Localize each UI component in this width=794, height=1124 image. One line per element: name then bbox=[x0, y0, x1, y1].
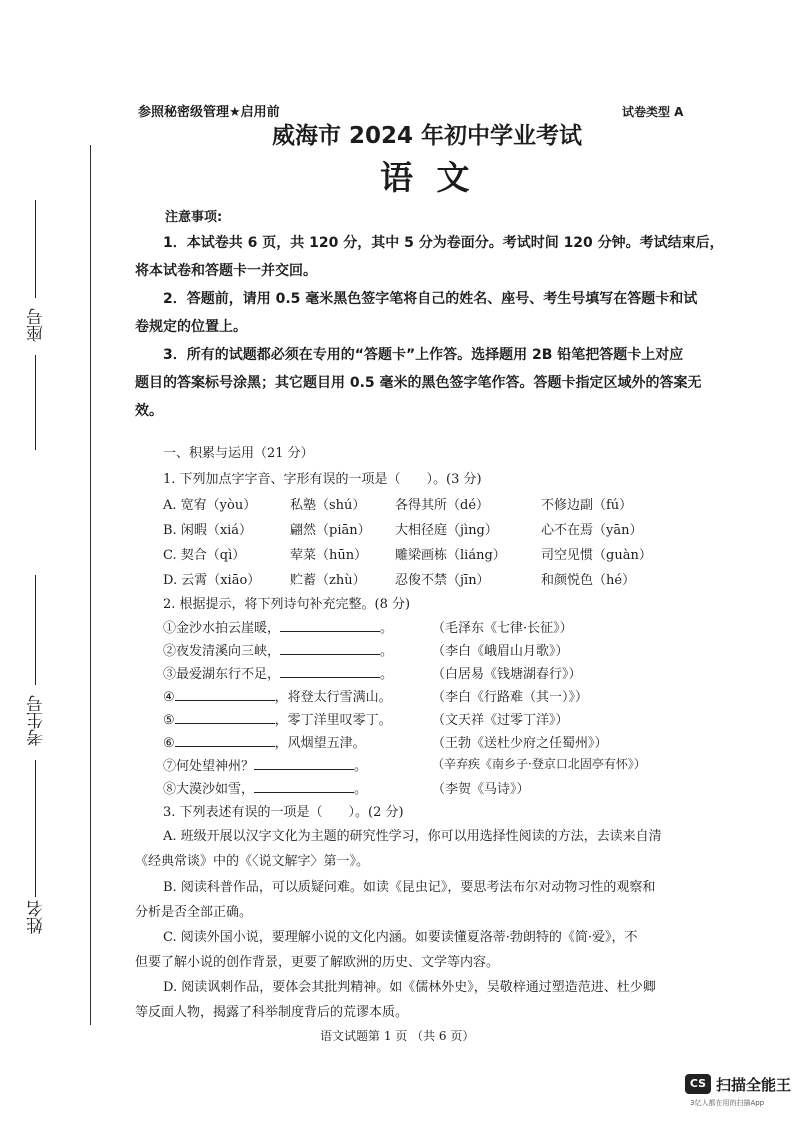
notice-line: 卷规定的位置上。 bbox=[135, 319, 247, 335]
poem-line-3 bbox=[163, 663, 393, 682]
q1-option-b-3: 大相径庭（jìng） bbox=[395, 523, 498, 538]
q3-stem: 3. 下列表述有误的一项是（ ）。(2 分) bbox=[163, 805, 404, 820]
poem-source-4: （李白《行路难（其一）》） bbox=[432, 690, 589, 705]
poem-line-5 bbox=[163, 709, 392, 728]
exam-no-blank-line bbox=[35, 575, 36, 685]
q3-option-line: 《经典常谈》中的《〈说文解字〉第一》。 bbox=[135, 854, 370, 869]
poem-line-2 bbox=[163, 640, 393, 659]
poem-source-5: （文天祥《过零丁洋》） bbox=[432, 713, 569, 728]
poem-line-6 bbox=[163, 732, 366, 751]
seat-label: 座号 bbox=[27, 308, 47, 342]
camscanner-tagline: 3亿人都在用的扫描App bbox=[690, 1099, 765, 1107]
subject-title: 语 文 bbox=[380, 158, 476, 197]
answer-blank[interactable] bbox=[280, 642, 380, 655]
answer-blank[interactable] bbox=[175, 711, 275, 724]
paper-type: 试卷类型 A bbox=[622, 105, 684, 119]
q1-option-c-2: 荤菜（hūn） bbox=[290, 548, 368, 563]
poem-line-4 bbox=[163, 686, 392, 705]
notice-line: 题目的答案标号涂黑；其它题目用 0.5 毫米的黑色签字笔作答。答题卡指定区域外的答案无 bbox=[135, 375, 702, 391]
notice-line: 1．本试卷共 6 页，共 120 分，其中 5 分为卷面分。考试时间 120 分钟。考试结束后， bbox=[163, 235, 724, 251]
poem-source-1: （毛泽东《七律·长征》） bbox=[432, 621, 573, 636]
poem-text: ②夜发清溪向三峡， bbox=[163, 644, 281, 659]
poem-text: ①金沙水拍云崖暖， bbox=[163, 621, 281, 636]
q1-option-a-4: 不修边副（fú） bbox=[541, 498, 633, 513]
q3-option-line: 分析是否全部正确。 bbox=[135, 905, 253, 920]
seat-blank-line-2 bbox=[35, 355, 36, 450]
poem-end: 。 bbox=[380, 667, 394, 682]
q1-option-d-1: D. 云霄（xiāo） bbox=[163, 573, 261, 588]
q2-stem: 2. 根据提示，将下列诗句补充完整。(8 分) bbox=[163, 597, 411, 612]
answer-blank[interactable] bbox=[254, 780, 354, 793]
q1-option-a-1: A. 宽宥（yòu） bbox=[163, 498, 257, 513]
poem-source-6: （王勃《送杜少府之任蜀州》） bbox=[432, 736, 608, 751]
poem-source-3: （白居易《钱塘湖春行》） bbox=[432, 667, 582, 682]
q3-option-line: C. 阅读外国小说，要理解小说的文化内涵。如要读懂夏洛蒂·勃朗特的《简·爱》，不 bbox=[163, 930, 638, 945]
poem-line-8 bbox=[163, 778, 367, 797]
q1-option-b-1: B. 闲暇（xiá） bbox=[163, 523, 253, 538]
q3-option-line: 等反面人物，揭露了科举制度背后的荒谬本质。 bbox=[135, 1005, 409, 1020]
poem-text: ，零丁洋里叹零丁。 bbox=[274, 713, 392, 728]
poem-end: 。 bbox=[380, 621, 394, 636]
poem-num: ⑤ bbox=[163, 713, 175, 728]
q3-option-line: A. 班级开展以汉字文化为主题的研究性学习，你可以用选择性阅读的方法，去读来自清 bbox=[163, 829, 662, 844]
name-blank-line bbox=[35, 865, 36, 897]
q1-option-a-3: 各得其所（dé） bbox=[395, 498, 490, 513]
notice-line: 3．所有的试题都必须在专用的“答题卡”上作答。选择题用 2B 铅笔把答题卡上对应 bbox=[163, 347, 684, 363]
name-label: 姓名 bbox=[27, 900, 47, 934]
confidential-mark: 参照秘密级管理★启用前 bbox=[138, 105, 280, 120]
seat-blank-line bbox=[35, 200, 36, 298]
answer-blank[interactable] bbox=[175, 688, 275, 701]
q1-option-a-2: 私塾（shú） bbox=[290, 498, 366, 513]
poem-end: 。 bbox=[380, 644, 394, 659]
q3-option-line: 但要了解小说的创作背景，更要了解欧洲的历史、文学等内容。 bbox=[135, 955, 500, 970]
poem-source-7: （辛弃疾《南乡子·登京口北固亭有怀》） bbox=[432, 757, 646, 771]
q1-option-c-4: 司空见惯（guàn） bbox=[541, 548, 652, 563]
answer-blank[interactable] bbox=[254, 757, 354, 770]
q3-option-line: D. 阅读讽刺作品，要体会其批判精神。如《儒林外史》，吴敬梓通过塑造范进、杜少卿 bbox=[163, 980, 656, 995]
poem-line-1 bbox=[163, 617, 393, 636]
answer-blank[interactable] bbox=[280, 619, 380, 632]
answer-blank[interactable] bbox=[280, 665, 380, 678]
q1-option-b-4: 心不在焉（yān） bbox=[541, 523, 643, 538]
q1-option-d-2: 贮蓄（zhù） bbox=[290, 573, 366, 588]
section-title: 一、积累与运用（21 分） bbox=[163, 446, 314, 461]
binding-line bbox=[90, 145, 91, 1025]
answer-blank[interactable] bbox=[175, 734, 275, 747]
poem-num: ⑥ bbox=[163, 736, 175, 751]
q1-option-b-2: 翩然（piān） bbox=[290, 523, 371, 538]
poem-line-7 bbox=[163, 755, 367, 774]
camscanner-logo: CS bbox=[685, 1074, 711, 1094]
poem-text: ⑧大漠沙如雪， bbox=[163, 782, 255, 797]
notice-title: 注意事项: bbox=[165, 210, 223, 225]
page-footer: 语文试题第 1 页 （共 6 页） bbox=[320, 1029, 475, 1043]
poem-num: ④ bbox=[163, 690, 175, 705]
exam-no-blank-line-2 bbox=[35, 760, 36, 880]
exam-title: 威海市 2024 年初中学业考试 bbox=[272, 123, 583, 149]
poem-end: 。 bbox=[354, 782, 368, 797]
poem-text: ，风烟望五津。 bbox=[274, 736, 366, 751]
q1-stem: 1. 下列加点字字音、字形有误的一项是（ ）。(3 分) bbox=[163, 472, 482, 487]
poem-text: ③最爱湖东行不足， bbox=[163, 667, 281, 682]
poem-text: ⑦何处望神州？ bbox=[163, 759, 255, 774]
poem-end: 。 bbox=[354, 759, 368, 774]
notice-line: 将本试卷和答题卡一并交回。 bbox=[135, 263, 317, 279]
q1-option-c-1: C. 契合（qì） bbox=[163, 548, 246, 563]
exam-no-label: 考生号 bbox=[27, 695, 47, 746]
poem-source-8: （李贺《马诗》） bbox=[432, 782, 530, 797]
poem-text: ，将登太行雪满山。 bbox=[274, 690, 392, 705]
notice-line: 2．答题前，请用 0.5 毫米黑色签字笔将自己的姓名、座号、考生号填写在答题卡和试 bbox=[163, 291, 698, 307]
q3-option-line: B. 阅读科普作品，可以质疑问难。如读《昆虫记》，要思考法布尔对动物习性的观察和 bbox=[163, 880, 656, 895]
q1-option-c-3: 雕梁画栋（liáng） bbox=[395, 548, 506, 563]
q1-option-d-4: 和颜悦色（hé） bbox=[541, 573, 636, 588]
camscanner-app-name: 扫描全能王 bbox=[716, 1076, 792, 1094]
q1-option-d-3: 忍俊不禁（jīn） bbox=[395, 573, 490, 588]
notice-line: 效。 bbox=[135, 403, 163, 419]
poem-source-2: （李白《峨眉山月歌》） bbox=[432, 644, 569, 659]
